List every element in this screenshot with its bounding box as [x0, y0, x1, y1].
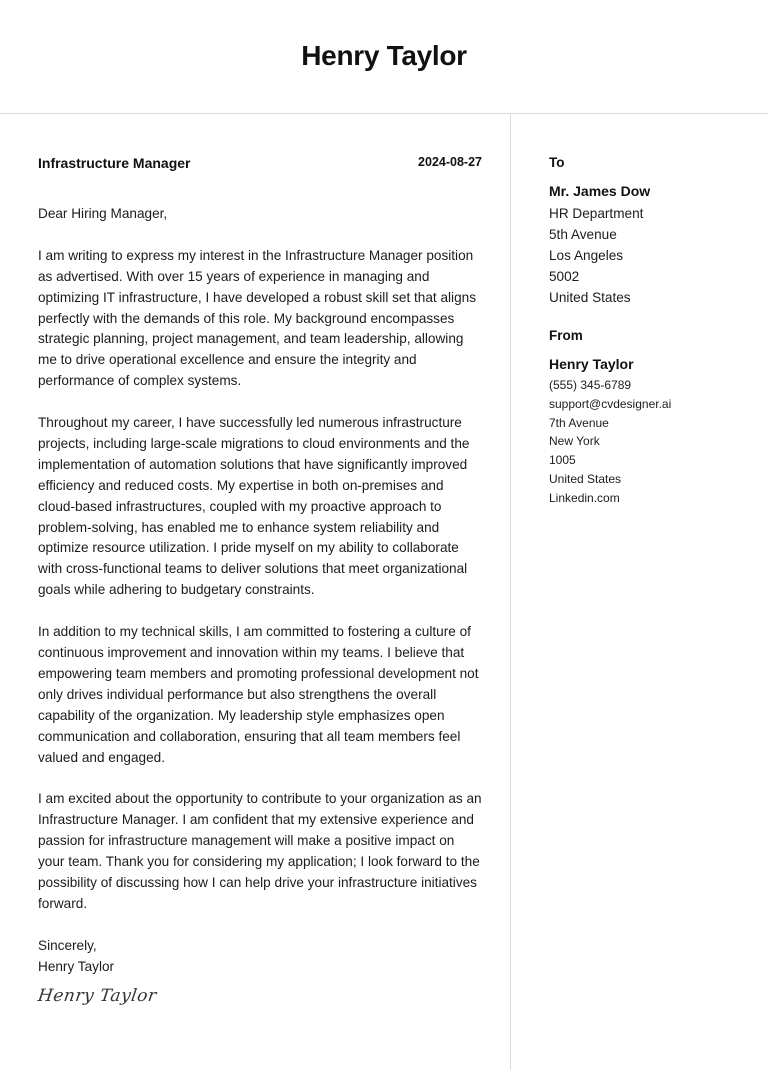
recipient-address [549, 204, 643, 309]
recipient-city: Los Angeles [549, 247, 624, 263]
closing-name: Henry Taylor [38, 958, 115, 974]
sender-email[interactable]: support@cvdesigner.ai [549, 396, 672, 411]
sender-phone: (555) 345-6789 [549, 378, 632, 392]
letter-date: 2024-08-27 [418, 155, 482, 169]
sender-street: 7th Avenue [549, 415, 609, 430]
sender-contact [549, 376, 671, 508]
job-title: Infrastructure Manager [38, 155, 191, 171]
letter-text [38, 204, 482, 977]
closing: Sincerely, [38, 937, 97, 953]
sender-zip: 1005 [549, 453, 576, 468]
page-header [0, 0, 768, 114]
paragraph-2: Throughout my career, I have successfully led numerous infrastructure projects, including large-scale migrations to cloud environments and the implementation of automation solutions that have significantly improved efficiency and reduced costs. My expertise in both on-premises and cloud-based infrastructures, coupled with my proactive approach to problem-solving, has enabled me to enhance system reliability and optimize resource utilization. I pride myself on my ability to collaborate with cross-functional teams to deliver solutions that meet organizational goals while adhering to budgetary constraints. [38, 415, 470, 598]
recipient-department: HR Department [549, 206, 644, 221]
from-label: From [549, 328, 583, 343]
signature: Henry Taylor [36, 986, 158, 1006]
recipient-name: Mr. James Dow [549, 183, 651, 199]
to-label: To [549, 155, 565, 170]
salutation: Dear Hiring Manager, [38, 206, 168, 221]
column-divider [510, 114, 511, 1070]
sender-linkedin[interactable]: Linkedin.com [549, 490, 620, 505]
applicant-name: Henry Taylor [301, 40, 467, 71]
paragraph-4: I am excited about the opportunity to contribute to your organization as an Infrastructure Manager. I am confident that my extensive experience and passion for infrastructure management will make a positive impact on your team. Thank you for considering my application; I look forward to the possibility of discussing how I can help drive your infrastructure initiatives forward. [38, 791, 482, 911]
paragraph-3: In addition to my technical skills, I am committed to fostering a culture of continuous improvement and innovation within my teams. I believe that empowering team members and promoting professional development not only drives individual performance but also strengthens the overall capability of the organization. My leadership style emphasizes open communication and collaboration, ensuring that all team members feel valued and engaged. [38, 624, 479, 765]
recipient-zip: 5002 [549, 268, 580, 284]
recipient-country: United States [549, 289, 631, 305]
sender-city: New York [549, 434, 600, 449]
paragraph-1: I am writing to express my interest in the Infrastructure Manager position as advertised. With over 15 years of experience in managing and optimizing IT infrastructure, I have developed a robust skill set that aligns perfectly with the demands of this role. My background encompasses strategic planning, project management, and team leadership, allowing me to drive operational excellence and ensure the integrity and performance of complex systems. [38, 247, 476, 389]
recipient-street: 5th Avenue [549, 226, 617, 242]
sender-country: United States [549, 471, 622, 486]
sender-name: Henry Taylor [549, 356, 634, 372]
